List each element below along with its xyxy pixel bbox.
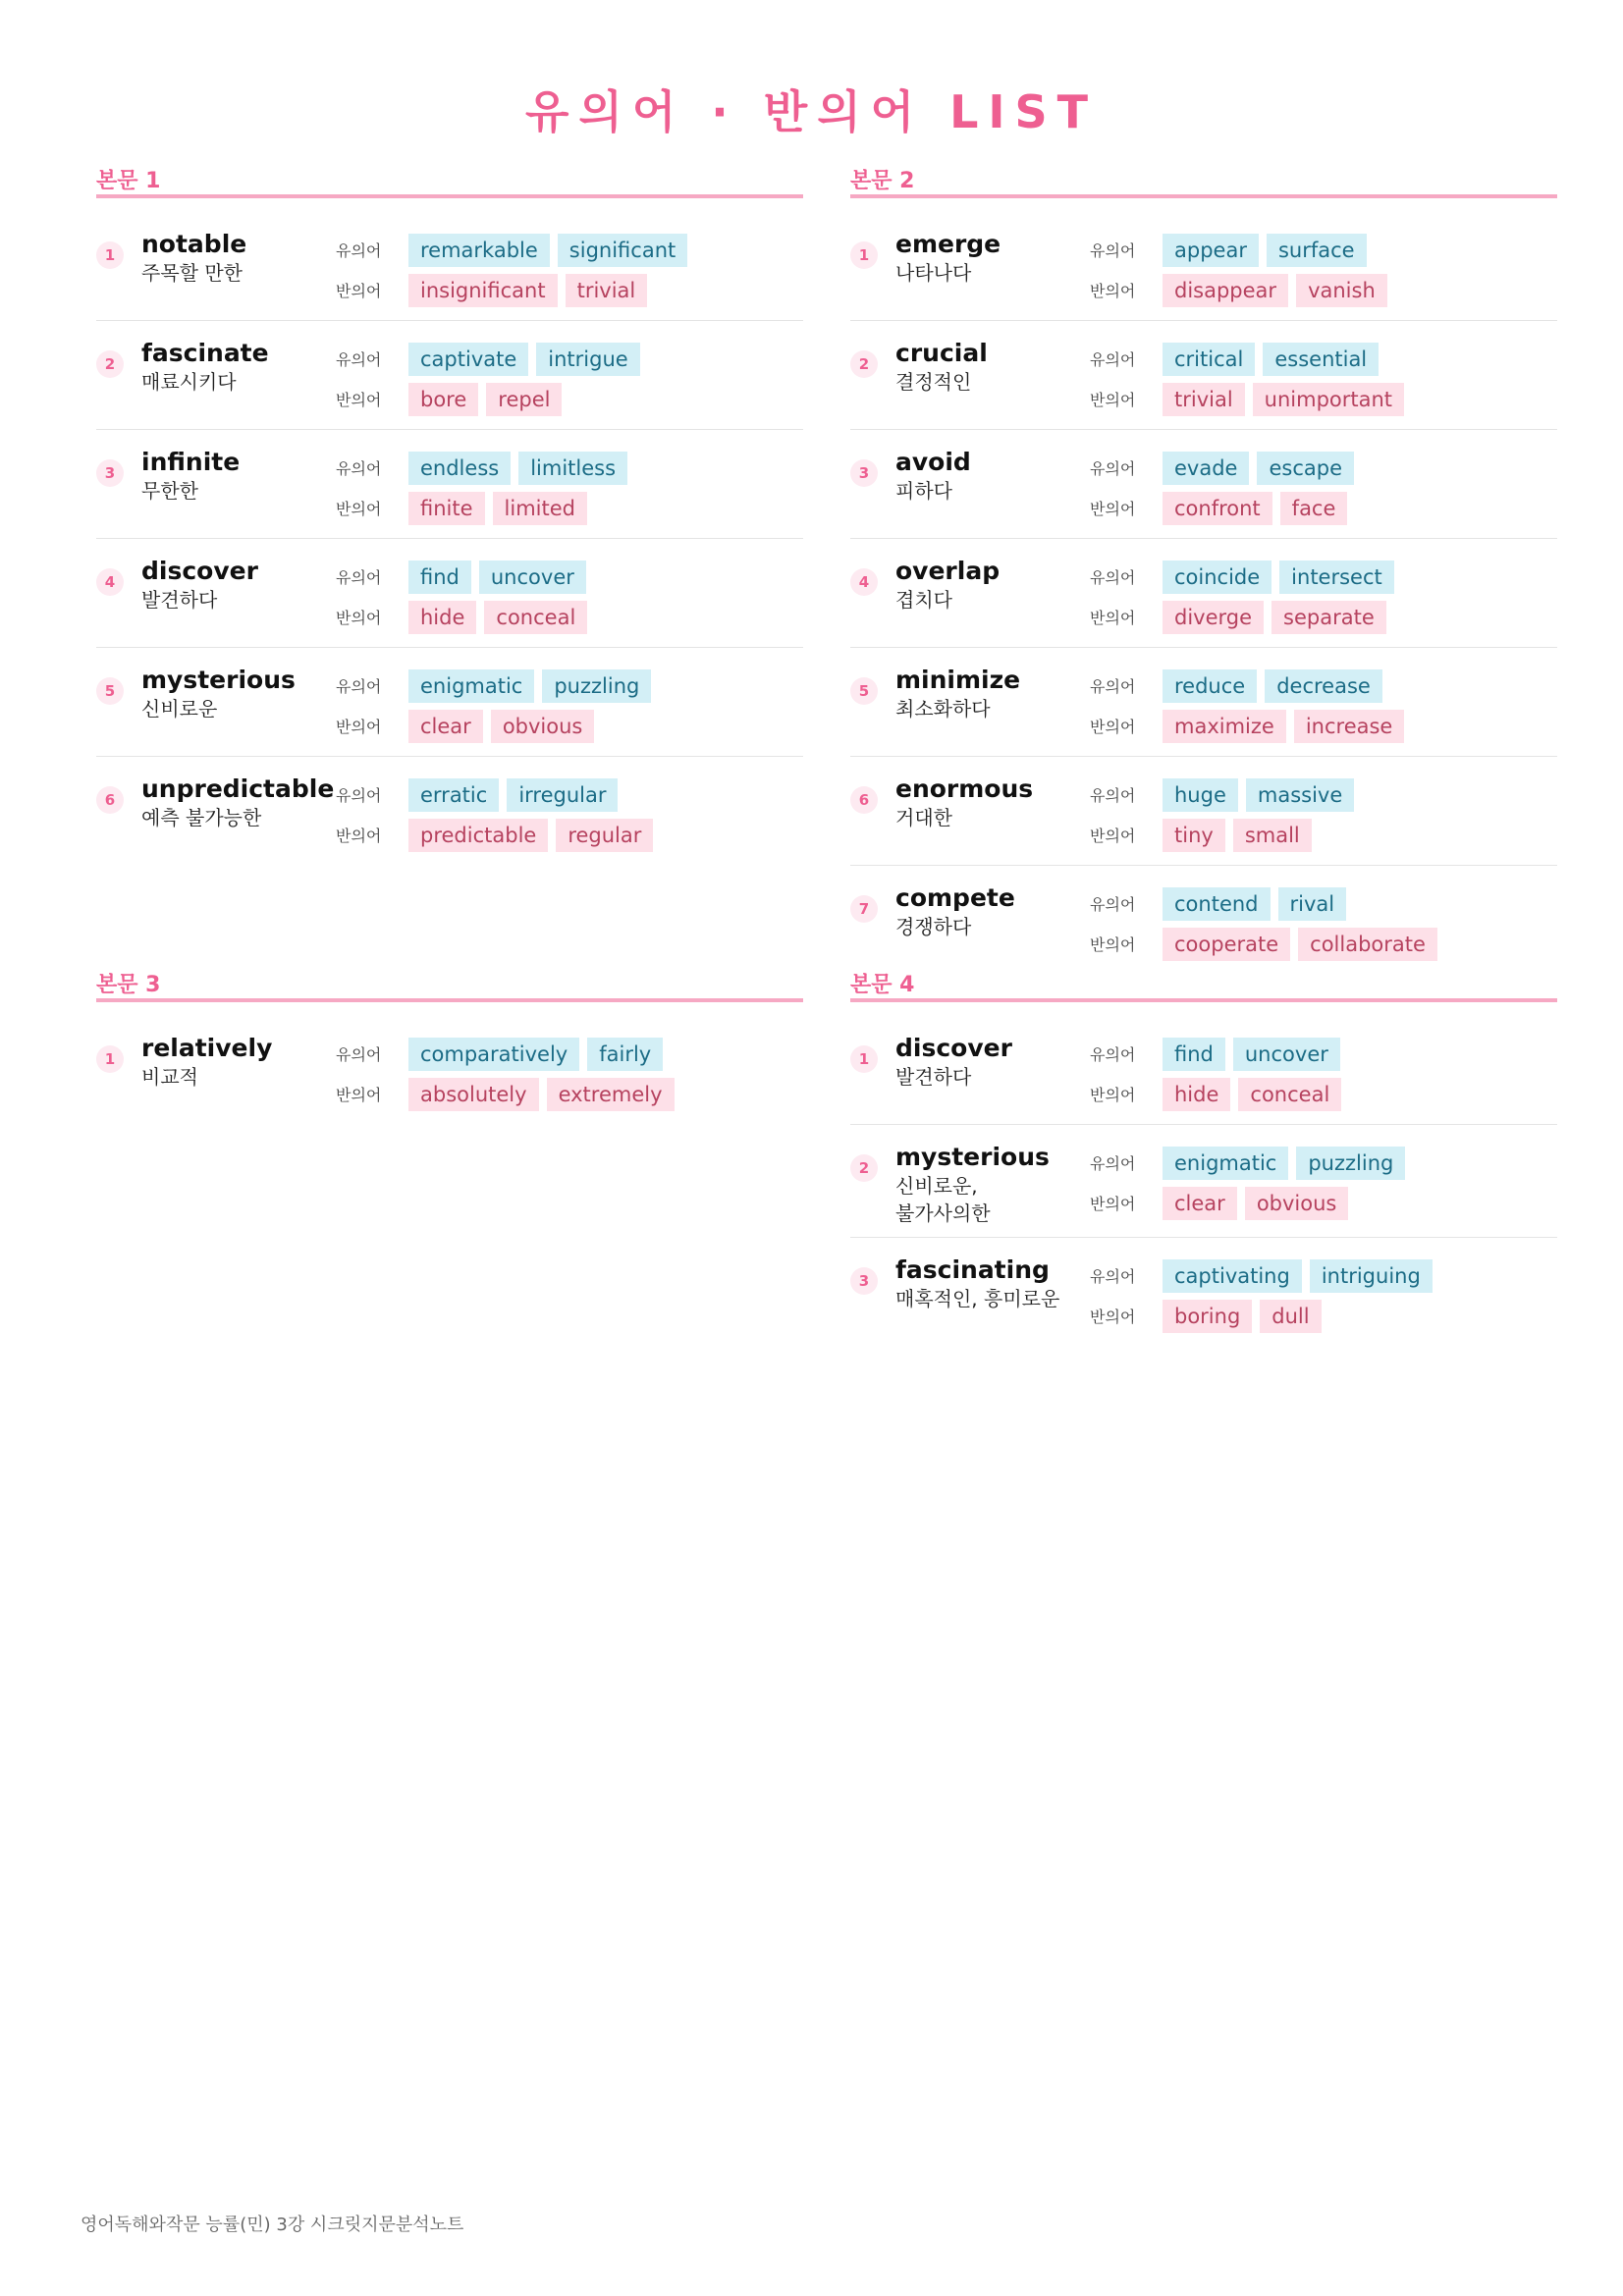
- synonym-row: [1090, 557, 1557, 597]
- entry-number-badge: 4: [850, 568, 878, 596]
- word-column: [895, 339, 1090, 396]
- entry-number-badge: 1: [850, 241, 878, 269]
- vocab-word: minimize: [895, 666, 1021, 694]
- synonym-tags: [1163, 1259, 1433, 1293]
- vocab-entry: [850, 757, 1557, 866]
- korean-meaning: 비교적: [141, 1065, 198, 1089]
- korean-meaning: 매혹적인, 흥미로운: [895, 1287, 1060, 1310]
- synonym-label: 유의어: [1090, 677, 1136, 696]
- entry-number-badge: 3: [96, 459, 124, 487]
- word-column: [141, 339, 336, 396]
- antonym-tag: conceal: [1238, 1078, 1341, 1111]
- word-column: [895, 448, 1090, 505]
- antonym-tag: absolutely: [408, 1078, 539, 1111]
- korean-meaning: 거대한: [895, 806, 952, 829]
- synonym-tag: find: [408, 561, 471, 594]
- antonym-label: 반의어: [1090, 391, 1136, 409]
- antonym-row: [336, 597, 803, 637]
- antonym-tag: diverge: [1163, 601, 1264, 634]
- vocab-entry: [850, 866, 1557, 974]
- antonym-tags: [408, 1078, 675, 1111]
- relation-rows: [1090, 774, 1557, 855]
- relation-rows: [336, 666, 803, 746]
- synonym-label: 유의어: [1090, 568, 1136, 587]
- antonym-tags: [408, 492, 587, 525]
- synonym-label: 유의어: [336, 786, 382, 805]
- section-3: [96, 969, 803, 1124]
- korean-meaning: 나타나다: [895, 261, 972, 285]
- entry-list: [850, 212, 1557, 974]
- vocab-word: fascinating: [895, 1255, 1050, 1284]
- vocab-entry: [96, 212, 803, 321]
- synonym-tags: [1163, 1038, 1340, 1071]
- korean-meaning: 결정적인: [895, 370, 972, 394]
- synonym-tag: intriguing: [1310, 1259, 1433, 1293]
- vocab-entry: [850, 321, 1557, 430]
- antonym-label: 반의어: [1090, 1086, 1136, 1104]
- synonym-row: [1090, 1143, 1557, 1183]
- antonym-tag: cooperate: [1163, 928, 1290, 961]
- synonym-row: [336, 1034, 803, 1074]
- antonym-row: [336, 1074, 803, 1114]
- word-column: [141, 557, 336, 614]
- synonym-row: [336, 557, 803, 597]
- synonym-tags: [1163, 778, 1354, 812]
- antonym-tag: boring: [1163, 1300, 1252, 1333]
- antonym-tags: [1163, 1078, 1341, 1111]
- word-column: [895, 774, 1090, 831]
- antonym-tag: extremely: [547, 1078, 675, 1111]
- korean-meaning: 신비로운, 불가사의한: [895, 1174, 991, 1225]
- antonym-tag: maximize: [1163, 710, 1286, 743]
- synonym-row: [336, 339, 803, 379]
- entry-list: [850, 1016, 1557, 1346]
- antonym-row: [1090, 1183, 1557, 1223]
- antonym-tags: [1163, 819, 1312, 852]
- vocab-entry: [850, 1016, 1557, 1125]
- entry-number-badge: 2: [850, 1154, 878, 1182]
- vocab-entry: [850, 539, 1557, 648]
- relation-rows: [1090, 339, 1557, 419]
- antonym-row: [1090, 270, 1557, 310]
- synonym-tag: appear: [1163, 234, 1259, 267]
- antonym-row: [336, 270, 803, 310]
- antonym-tags: [1163, 1187, 1348, 1220]
- word-column: [895, 1034, 1090, 1091]
- synonym-tags: [1163, 343, 1379, 376]
- antonym-tag: confront: [1163, 492, 1272, 525]
- synonym-row: [1090, 666, 1557, 706]
- word-column: [141, 230, 336, 287]
- antonym-tag: conceal: [484, 601, 587, 634]
- antonym-label: 반의어: [336, 1086, 382, 1104]
- synonym-row: [1090, 339, 1557, 379]
- page-footer: 영어독해와작문 능률(민) 3강 시크릿지문분석노트: [81, 2215, 464, 2235]
- antonym-row: [1090, 815, 1557, 855]
- antonym-tag: unimportant: [1253, 383, 1404, 416]
- antonym-label: 반의어: [1090, 282, 1136, 300]
- relation-rows: [336, 557, 803, 637]
- synonym-label: 유의어: [1090, 786, 1136, 805]
- synonym-tags: [408, 561, 586, 594]
- antonym-tag: trivial: [566, 274, 648, 307]
- relation-rows: [336, 1034, 803, 1114]
- antonym-tag: separate: [1271, 601, 1386, 634]
- section-heading: 본문 1: [96, 165, 803, 198]
- antonym-tags: [408, 601, 587, 634]
- antonym-tags: [1163, 1300, 1322, 1333]
- korean-meaning: 예측 불가능한: [141, 806, 262, 829]
- relation-rows: [1090, 448, 1557, 528]
- synonym-label: 유의어: [1090, 350, 1136, 369]
- vocab-entry: [96, 430, 803, 539]
- korean-meaning: 무한한: [141, 479, 198, 503]
- synonym-row: [336, 230, 803, 270]
- synonym-tag: find: [1163, 1038, 1225, 1071]
- antonym-tags: [1163, 928, 1437, 961]
- antonym-tags: [408, 383, 562, 416]
- word-column: [141, 666, 336, 722]
- antonym-row: [1090, 488, 1557, 528]
- antonym-tag: regular: [556, 819, 653, 852]
- antonym-tags: [408, 710, 594, 743]
- antonym-tag: collaborate: [1298, 928, 1437, 961]
- antonym-row: [336, 379, 803, 419]
- synonym-label: 유의어: [336, 1045, 382, 1064]
- entry-number-badge: 2: [96, 350, 124, 378]
- synonym-tag: decrease: [1265, 669, 1382, 703]
- synonym-tag: evade: [1163, 452, 1249, 485]
- vocab-word: overlap: [895, 557, 1001, 585]
- vocab-word: fascinate: [141, 339, 269, 367]
- entry-number-badge: 1: [850, 1045, 878, 1073]
- entry-list: [96, 1016, 803, 1124]
- synonym-label: 유의어: [336, 350, 382, 369]
- antonym-label: 반의어: [336, 282, 382, 300]
- synonym-label: 유의어: [336, 568, 382, 587]
- vocab-word: mysterious: [141, 666, 296, 694]
- antonym-label: 반의어: [336, 718, 382, 736]
- entry-number-badge: 1: [96, 241, 124, 269]
- antonym-label: 반의어: [336, 500, 382, 518]
- synonym-tags: [1163, 234, 1367, 267]
- entry-number-badge: 3: [850, 459, 878, 487]
- relation-rows: [1090, 666, 1557, 746]
- synonym-label: 유의어: [1090, 241, 1136, 260]
- antonym-tag: increase: [1294, 710, 1405, 743]
- synonym-label: 유의어: [1090, 1267, 1136, 1286]
- word-column: [141, 774, 336, 831]
- antonym-tag: hide: [1163, 1078, 1230, 1111]
- antonym-label: 반의어: [1090, 1195, 1136, 1213]
- antonym-tag: face: [1280, 492, 1348, 525]
- vocab-word: compete: [895, 883, 1015, 912]
- antonym-row: [1090, 706, 1557, 746]
- vocab-word: discover: [895, 1034, 1012, 1062]
- korean-meaning: 겹치다: [895, 588, 952, 612]
- synonym-tag: comparatively: [408, 1038, 579, 1071]
- relation-rows: [1090, 883, 1557, 964]
- antonym-label: 반의어: [336, 609, 382, 627]
- synonym-tags: [408, 669, 651, 703]
- synonym-tag: erratic: [408, 778, 499, 812]
- antonym-tag: dull: [1260, 1300, 1321, 1333]
- synonym-row: [1090, 230, 1557, 270]
- synonym-tags: [408, 452, 627, 485]
- antonym-label: 반의어: [1090, 609, 1136, 627]
- antonym-label: 반의어: [1090, 500, 1136, 518]
- synonym-tag: coincide: [1163, 561, 1271, 594]
- word-column: [895, 666, 1090, 722]
- synonym-label: 유의어: [336, 241, 382, 260]
- antonym-row: [336, 488, 803, 528]
- relation-rows: [1090, 1255, 1557, 1336]
- antonym-tags: [1163, 383, 1404, 416]
- korean-meaning: 매료시키다: [141, 370, 237, 394]
- entry-number-badge: 5: [96, 677, 124, 705]
- synonym-tag: puzzling: [1296, 1147, 1405, 1180]
- korean-meaning: 발견하다: [141, 588, 218, 612]
- vocab-entry: [96, 321, 803, 430]
- synonym-row: [336, 666, 803, 706]
- korean-meaning: 주목할 만한: [141, 261, 243, 285]
- synonym-tag: rival: [1278, 887, 1347, 921]
- synonym-tags: [1163, 1147, 1405, 1180]
- word-column: [895, 1143, 1090, 1227]
- antonym-tag: bore: [408, 383, 478, 416]
- antonym-tags: [1163, 601, 1386, 634]
- entry-number-badge: 3: [850, 1267, 878, 1295]
- antonym-row: [1090, 924, 1557, 964]
- synonym-tag: surface: [1267, 234, 1367, 267]
- word-column: [895, 883, 1090, 940]
- antonym-row: [1090, 379, 1557, 419]
- synonym-tags: [408, 343, 640, 376]
- vocab-entry: [850, 212, 1557, 321]
- relation-rows: [1090, 230, 1557, 310]
- synonym-tags: [1163, 452, 1354, 485]
- section-4: [850, 969, 1557, 1346]
- entry-number-badge: 2: [850, 350, 878, 378]
- antonym-tags: [408, 819, 653, 852]
- synonym-label: 유의어: [1090, 895, 1136, 914]
- vocab-word: relatively: [141, 1034, 273, 1062]
- antonym-row: [1090, 1296, 1557, 1336]
- antonym-tag: small: [1233, 819, 1312, 852]
- korean-meaning: 최소화하다: [895, 697, 991, 721]
- synonym-tags: [408, 234, 687, 267]
- synonym-tags: [408, 1038, 663, 1071]
- vocab-word: enormous: [895, 774, 1034, 803]
- synonym-tag: critical: [1163, 343, 1255, 376]
- antonym-tag: clear: [408, 710, 483, 743]
- section-2: [850, 165, 1557, 974]
- synonym-tags: [1163, 669, 1382, 703]
- synonym-tag: significant: [558, 234, 687, 267]
- synonym-tag: huge: [1163, 778, 1238, 812]
- relation-rows: [336, 339, 803, 419]
- synonym-tag: fairly: [587, 1038, 663, 1071]
- antonym-tag: disappear: [1163, 274, 1288, 307]
- vocab-word: notable: [141, 230, 247, 258]
- vocab-entry: [96, 648, 803, 757]
- antonym-tag: hide: [408, 601, 476, 634]
- antonym-tag: tiny: [1163, 819, 1225, 852]
- synonym-tag: endless: [408, 452, 511, 485]
- synonym-tag: essential: [1263, 343, 1379, 376]
- synonym-tag: reduce: [1163, 669, 1257, 703]
- synonym-row: [1090, 883, 1557, 924]
- antonym-tags: [408, 274, 647, 307]
- section-heading: 본문 4: [850, 969, 1557, 1002]
- synonym-row: [336, 774, 803, 815]
- relation-rows: [1090, 557, 1557, 637]
- vocab-word: mysterious: [895, 1143, 1050, 1171]
- vocab-entry: [850, 648, 1557, 757]
- korean-meaning: 발견하다: [895, 1065, 972, 1089]
- synonym-tag: irregular: [507, 778, 618, 812]
- synonym-row: [1090, 448, 1557, 488]
- vocab-entry: [96, 1016, 803, 1124]
- synonym-tag: limitless: [518, 452, 627, 485]
- korean-meaning: 신비로운: [141, 697, 218, 721]
- antonym-tags: [1163, 710, 1404, 743]
- relation-rows: [1090, 1034, 1557, 1114]
- word-column: [141, 1034, 336, 1091]
- antonym-tag: finite: [408, 492, 485, 525]
- word-column: [895, 557, 1090, 614]
- entry-number-badge: 4: [96, 568, 124, 596]
- synonym-tag: puzzling: [542, 669, 651, 703]
- section-heading: 본문 3: [96, 969, 803, 1002]
- antonym-label: 반의어: [1090, 718, 1136, 736]
- synonym-tag: enigmatic: [1163, 1147, 1288, 1180]
- vocab-entry: [96, 539, 803, 648]
- synonym-row: [1090, 1034, 1557, 1074]
- synonym-tag: uncover: [479, 561, 586, 594]
- entry-list: [96, 212, 803, 865]
- synonym-label: 유의어: [336, 677, 382, 696]
- vocab-entry: [850, 1238, 1557, 1346]
- korean-meaning: 피하다: [895, 479, 952, 503]
- entry-number-badge: 1: [96, 1045, 124, 1073]
- relation-rows: [336, 230, 803, 310]
- antonym-tag: insignificant: [408, 274, 558, 307]
- antonym-row: [336, 815, 803, 855]
- synonym-row: [1090, 1255, 1557, 1296]
- synonym-tags: [1163, 561, 1394, 594]
- antonym-tags: [1163, 492, 1347, 525]
- word-column: [895, 1255, 1090, 1312]
- synonym-tag: uncover: [1233, 1038, 1340, 1071]
- vocab-word: infinite: [141, 448, 241, 476]
- antonym-tag: limited: [493, 492, 587, 525]
- antonym-tag: obvious: [1245, 1187, 1349, 1220]
- synonym-row: [336, 448, 803, 488]
- entry-number-badge: 6: [96, 786, 124, 814]
- entry-number-badge: 7: [850, 895, 878, 923]
- synonym-tag: remarkable: [408, 234, 550, 267]
- antonym-row: [1090, 1074, 1557, 1114]
- vocab-word: crucial: [895, 339, 988, 367]
- synonym-label: 유의어: [1090, 1154, 1136, 1173]
- vocab-entry: [96, 757, 803, 865]
- synonym-tag: enigmatic: [408, 669, 534, 703]
- synonym-row: [1090, 774, 1557, 815]
- antonym-label: 반의어: [336, 391, 382, 409]
- synonym-tags: [1163, 887, 1346, 921]
- vocab-entry: [850, 1125, 1557, 1238]
- antonym-tag: repel: [486, 383, 562, 416]
- synonym-label: 유의어: [1090, 1045, 1136, 1064]
- vocab-word: discover: [141, 557, 258, 585]
- antonym-tags: [1163, 274, 1387, 307]
- korean-meaning: 경쟁하다: [895, 915, 972, 938]
- vocab-word: unpredictable: [141, 774, 335, 803]
- synonym-tag: captivate: [408, 343, 528, 376]
- vocab-word: emerge: [895, 230, 1001, 258]
- synonym-tag: massive: [1246, 778, 1354, 812]
- synonym-tag: intersect: [1279, 561, 1394, 594]
- antonym-tag: vanish: [1296, 274, 1387, 307]
- relation-rows: [1090, 1143, 1557, 1223]
- antonym-label: 반의어: [336, 827, 382, 845]
- vocab-entry: [850, 430, 1557, 539]
- antonym-label: 반의어: [1090, 935, 1136, 954]
- synonym-tag: escape: [1257, 452, 1354, 485]
- antonym-tag: clear: [1163, 1187, 1237, 1220]
- word-column: [141, 448, 336, 505]
- antonym-row: [1090, 597, 1557, 637]
- antonym-label: 반의어: [1090, 1308, 1136, 1326]
- antonym-tag: trivial: [1163, 383, 1245, 416]
- entry-number-badge: 6: [850, 786, 878, 814]
- synonym-label: 유의어: [336, 459, 382, 478]
- entry-number-badge: 5: [850, 677, 878, 705]
- synonym-tag: intrigue: [536, 343, 639, 376]
- relation-rows: [336, 774, 803, 855]
- relation-rows: [336, 448, 803, 528]
- synonym-tags: [408, 778, 618, 812]
- antonym-tag: obvious: [491, 710, 595, 743]
- synonym-tag: contend: [1163, 887, 1271, 921]
- page-title: 유의어 · 반의어 LIST: [524, 85, 1099, 138]
- section-heading: 본문 2: [850, 165, 1557, 198]
- antonym-label: 반의어: [1090, 827, 1136, 845]
- word-column: [895, 230, 1090, 287]
- antonym-tag: predictable: [408, 819, 548, 852]
- vocab-word: avoid: [895, 448, 971, 476]
- section-1: [96, 165, 803, 865]
- synonym-tag: captivating: [1163, 1259, 1302, 1293]
- synonym-label: 유의어: [1090, 459, 1136, 478]
- antonym-row: [336, 706, 803, 746]
